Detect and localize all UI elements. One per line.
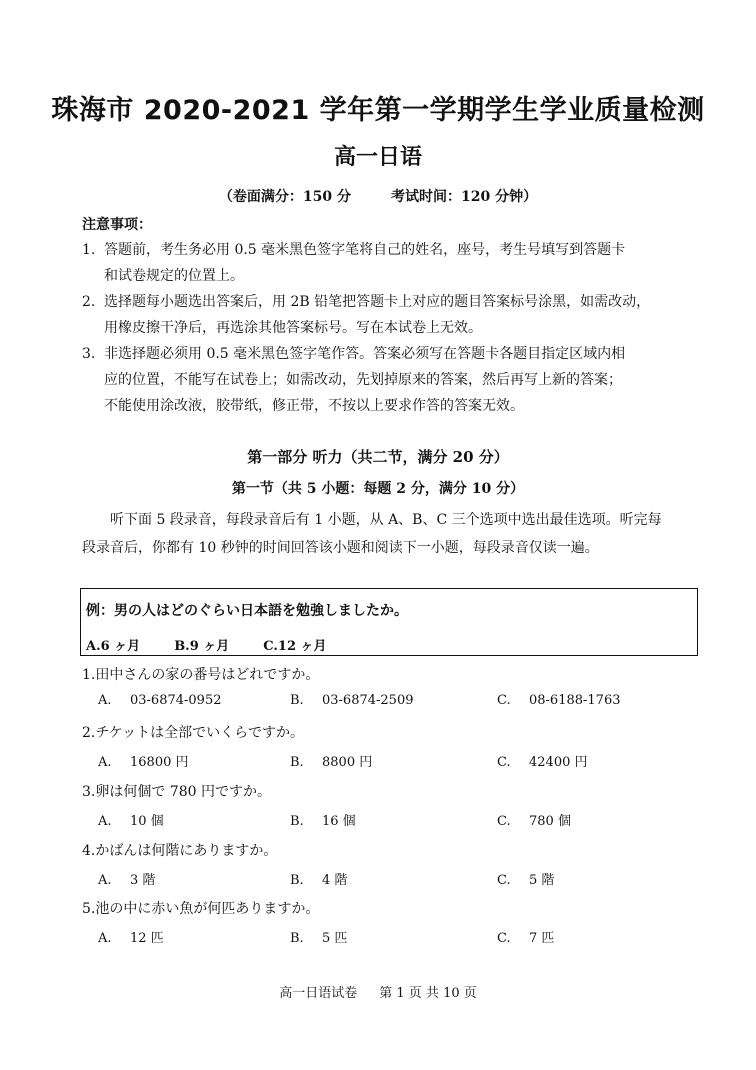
subject-title: 高一日语 <box>333 145 422 170</box>
option-letter: C. <box>497 814 511 829</box>
page-footer <box>0 982 756 1001</box>
option-value: 5 匹 <box>322 931 348 946</box>
example-option-b: B.9 ヶ月 <box>174 639 230 654</box>
option-value: 16 個 <box>322 814 356 829</box>
option-value: 42400 円 <box>529 755 588 770</box>
question-3-option-a <box>98 810 164 829</box>
option-letter: B. <box>290 814 304 829</box>
question-1-option-c <box>497 693 621 708</box>
note-item-1 <box>82 237 625 289</box>
note-line: 应的位置，不能写在试卷上；如需改动，先划掉原来的答案，然后再写上新的答案； <box>104 372 622 388</box>
option-letter: C. <box>497 755 511 770</box>
option-value: 5 階 <box>529 873 555 888</box>
question-3-option-c <box>497 810 571 829</box>
note-line: 答题前，考生务必用 0.5 毫米黑色签字笔将自己的姓名，座号，考生号填写到答题卡 <box>104 242 626 258</box>
option-value: 03-6874-2509 <box>322 693 414 708</box>
option-value: 16800 円 <box>130 755 189 770</box>
question-3-option-b <box>290 810 356 829</box>
question-2: 2.チケットは全部でいくらですか。 <box>82 725 304 741</box>
example-options <box>86 635 361 654</box>
option-letter: B. <box>290 693 304 708</box>
option-letter: A. <box>98 931 112 946</box>
option-letter: B. <box>290 873 304 888</box>
question-1-option-a <box>98 693 222 708</box>
time-info: 考试时间：120 分钟） <box>391 189 538 205</box>
option-letter: B. <box>290 755 304 770</box>
note-item-2 <box>82 289 650 341</box>
option-letter: C. <box>497 931 511 946</box>
question-2-option-a <box>98 751 189 770</box>
option-letter: C. <box>497 873 511 888</box>
section-heading: 第一节（共 5 小题：每题 2 分，满分 10 分） <box>231 481 525 497</box>
footer-paper-name: 高一日语试卷 <box>279 986 358 1001</box>
option-letter: A. <box>98 873 112 888</box>
option-letter: C. <box>497 693 511 708</box>
page-title: 珠海市 2020-2021 学年第一学期学生学业质量检测 <box>51 95 705 126</box>
option-value: 4 階 <box>322 873 348 888</box>
exam-info <box>0 186 756 206</box>
question-1: 1.田中さんの家の番号はどれですか。 <box>82 667 320 683</box>
option-letter: A. <box>98 755 112 770</box>
score-info: （卷面满分：150 分 <box>218 189 351 205</box>
option-value: 3 階 <box>130 873 156 888</box>
note-number: 2. <box>82 294 96 310</box>
question-3: 3.卵は何個で 780 円ですか。 <box>82 784 271 800</box>
example-question: 例：男の人はどのぐらい日本語を勉強しましたか。 <box>86 603 408 619</box>
question-4-option-a <box>98 869 155 888</box>
option-value: 780 個 <box>529 814 571 829</box>
example-option-a: A.6 ヶ月 <box>86 639 141 654</box>
option-letter: A. <box>98 814 112 829</box>
note-line: 选择题每小题选出答案后，用 2B 铅笔把答题卡上对应的题目答案标号涂黑，如需改动， <box>104 294 651 310</box>
option-value: 7 匹 <box>529 931 555 946</box>
option-value: 03-6874-0952 <box>130 693 222 708</box>
question-4-option-c <box>497 869 554 888</box>
notes-heading: 注意事项： <box>82 217 152 233</box>
question-5-option-b <box>290 927 347 946</box>
question-5-option-c <box>497 927 554 946</box>
option-value: 08-6188-1763 <box>529 693 621 708</box>
option-value: 10 個 <box>130 814 164 829</box>
question-2-option-b <box>290 751 372 770</box>
note-line: 非选择题必须用 0.5 毫米黑色签字笔作答。答案必须写在答题卡各题目指定区域内相 <box>104 346 626 362</box>
footer-page-number: 第 1 页 共 10 页 <box>379 986 477 1001</box>
question-4: 4.かばんは何階にありますか。 <box>82 843 278 859</box>
question-2-option-c <box>497 751 588 770</box>
note-line: 和试卷规定的位置上。 <box>104 268 244 284</box>
example-option-c: C.12 ヶ月 <box>263 639 327 654</box>
question-1-option-b <box>290 693 414 708</box>
note-number: 3. <box>82 346 96 362</box>
note-line: 用橡皮擦干净后，再选涂其他答案标号。写在本试卷上无效。 <box>104 320 482 336</box>
note-item-3 <box>82 341 625 419</box>
question-4-option-b <box>290 869 347 888</box>
part-heading: 第一部分 听力（共二节，满分 20 分） <box>247 448 509 466</box>
question-5: 5.池の中に赤い魚が何匹ありますか。 <box>82 901 320 917</box>
option-value: 8800 円 <box>322 755 373 770</box>
note-number: 1. <box>82 242 96 258</box>
option-letter: B. <box>290 931 304 946</box>
option-value: 12 匹 <box>130 931 164 946</box>
question-5-option-a <box>98 927 164 946</box>
instructions: 听下面 5 段录音，每段录音后有 1 小题，从 A、B、C 三个选项中选出最佳选项。听完每段录音后，你都有 10 秒钟的时间回答该小题和阅读下一小题，每段录音仅读一遍。 <box>82 512 662 556</box>
option-letter: A. <box>98 693 112 708</box>
note-line: 不能使用涂改液，胶带纸，修正带，不按以上要求作答的答案无效。 <box>104 398 524 414</box>
